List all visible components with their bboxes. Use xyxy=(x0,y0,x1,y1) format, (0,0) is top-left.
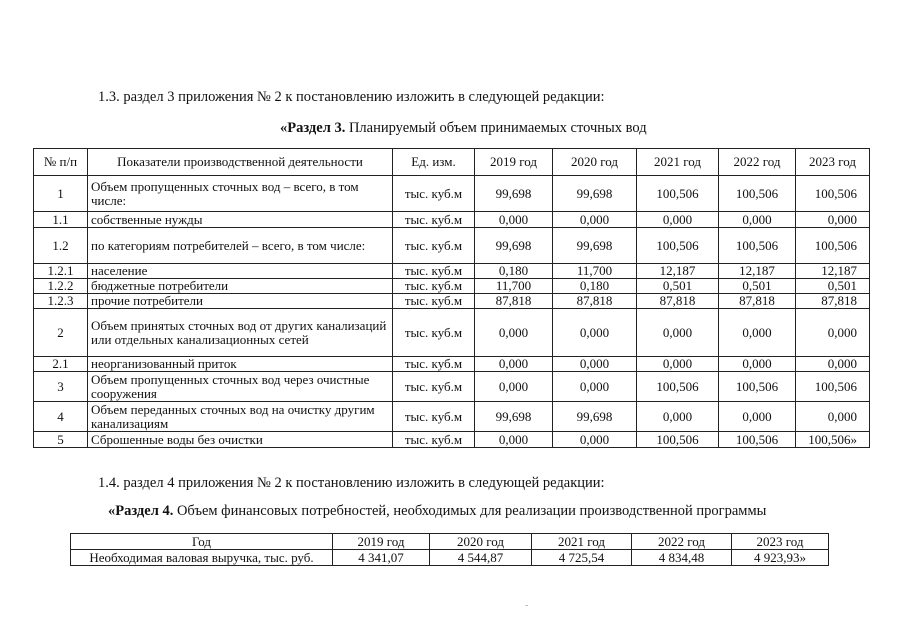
value-cell: 99,698 xyxy=(553,176,637,212)
value-cell: 99,698 xyxy=(553,228,637,264)
value-cell: 0,000 xyxy=(553,432,637,448)
table-row xyxy=(34,176,870,212)
value-cell: 0,501 xyxy=(719,279,796,294)
unit-cell: тыс. куб.м xyxy=(393,264,475,279)
value-cell: 0,000 xyxy=(796,309,870,357)
indicator-cell: прочие потребители xyxy=(88,294,393,309)
table-row xyxy=(34,432,870,448)
value-cell: 87,818 xyxy=(475,294,553,309)
value-cell: 0,000 xyxy=(719,212,796,228)
table-cell: 4 923,93» xyxy=(732,550,829,566)
indicator-cell: Объем принятых сточных вод от других канализаций или отдельных канализационных сетей xyxy=(88,309,393,357)
value-cell: 87,818 xyxy=(553,294,637,309)
header-cell: 2020 год xyxy=(553,149,637,176)
table-row xyxy=(71,550,829,566)
table-row xyxy=(34,357,870,372)
section4-title-bold: «Раздел 4. xyxy=(108,503,174,519)
section4-table xyxy=(70,533,829,566)
table-cell: 4 544,87 xyxy=(430,550,532,566)
value-cell: 99,698 xyxy=(475,228,553,264)
value-cell: 100,506 xyxy=(637,432,719,448)
value-cell: 12,187 xyxy=(637,264,719,279)
header-cell: 2020 год xyxy=(430,534,532,550)
unit-cell: тыс. куб.м xyxy=(393,176,475,212)
indicator-cell: Объем переданных сточных вод на очистку другим канализациям xyxy=(88,402,393,432)
row-number-cell: 1.1 xyxy=(34,212,88,228)
value-cell: 0,000 xyxy=(475,432,553,448)
row-number-cell: 1.2.3 xyxy=(34,294,88,309)
value-cell: 100,506 xyxy=(719,372,796,402)
table-row xyxy=(34,294,870,309)
unit-cell: тыс. куб.м xyxy=(393,212,475,228)
row-number-cell: 2.1 xyxy=(34,357,88,372)
value-cell: 99,698 xyxy=(475,402,553,432)
scan-speck: - xyxy=(525,600,529,611)
header-cell: 2021 год xyxy=(532,534,632,550)
unit-cell: тыс. куб.м xyxy=(393,309,475,357)
value-cell: 0,501 xyxy=(796,279,870,294)
value-cell: 99,698 xyxy=(553,402,637,432)
value-cell: 11,700 xyxy=(553,264,637,279)
row-number-cell: 4 xyxy=(34,402,88,432)
value-cell: 12,187 xyxy=(796,264,870,279)
section3-title-rest: Планируемый объем принимаемых сточных вод xyxy=(345,120,647,136)
header-cell: 2021 год xyxy=(637,149,719,176)
section4-title-rest: Объем финансовых потребностей, необходимых для реализации производственной программы xyxy=(173,503,767,519)
value-cell: 0,180 xyxy=(553,279,637,294)
value-cell: 87,818 xyxy=(719,294,796,309)
header-cell: 2019 год xyxy=(475,149,553,176)
table-cell: 4 341,07 xyxy=(333,550,430,566)
value-cell: 100,506 xyxy=(796,228,870,264)
header-cell: 2022 год xyxy=(719,149,796,176)
table-row xyxy=(34,279,870,294)
header-cell: 2022 год xyxy=(632,534,732,550)
row-number-cell: 1.2 xyxy=(34,228,88,264)
header-cell: 2023 год xyxy=(732,534,829,550)
header-cell: Показатели производственной деятельности xyxy=(88,149,393,176)
row-number-cell: 1.2.1 xyxy=(34,264,88,279)
unit-cell: тыс. куб.м xyxy=(393,402,475,432)
value-cell: 0,000 xyxy=(475,309,553,357)
value-cell: 0,000 xyxy=(796,402,870,432)
value-cell: 0,000 xyxy=(475,212,553,228)
value-cell: 100,506 xyxy=(637,228,719,264)
section3-title xyxy=(280,120,647,137)
value-cell: 100,506» xyxy=(796,432,870,448)
section4-intro: 1.4. раздел 4 приложения № 2 к постановлению изложить в следующей редакции: xyxy=(98,475,605,491)
header-cell: Год xyxy=(71,534,333,550)
indicator-cell: Объем пропущенных сточных вод через очистные сооружения xyxy=(88,372,393,402)
value-cell: 100,506 xyxy=(796,372,870,402)
row-number-cell: 1 xyxy=(34,176,88,212)
value-cell: 0,000 xyxy=(637,309,719,357)
header-cell: Ед. изм. xyxy=(393,149,475,176)
value-cell: 87,818 xyxy=(796,294,870,309)
section4-title xyxy=(108,503,766,520)
section3-title-bold: «Раздел 3. xyxy=(280,120,346,136)
value-cell: 0,000 xyxy=(553,372,637,402)
value-cell: 0,000 xyxy=(553,309,637,357)
unit-cell: тыс. куб.м xyxy=(393,372,475,402)
header-cell: 2019 год xyxy=(333,534,430,550)
indicator-cell: по категориям потребителей – всего, в том числе: xyxy=(88,228,393,264)
unit-cell: тыс. куб.м xyxy=(393,357,475,372)
header-cell: № п/п xyxy=(34,149,88,176)
value-cell: 87,818 xyxy=(637,294,719,309)
value-cell: 0,000 xyxy=(637,212,719,228)
value-cell: 100,506 xyxy=(719,432,796,448)
row-number-cell: 2 xyxy=(34,309,88,357)
table-row xyxy=(34,264,870,279)
value-cell: 11,700 xyxy=(475,279,553,294)
indicator-cell: собственные нужды xyxy=(88,212,393,228)
table-cell: 4 834,48 xyxy=(632,550,732,566)
section3-intro: 1.3. раздел 3 приложения № 2 к постановлению изложить в следующей редакции: xyxy=(98,89,605,105)
value-cell: 0,000 xyxy=(637,402,719,432)
indicator-cell: бюджетные потребители xyxy=(88,279,393,294)
value-cell: 0,000 xyxy=(553,357,637,372)
value-cell: 0,000 xyxy=(475,357,553,372)
table-row xyxy=(34,402,870,432)
unit-cell: тыс. куб.м xyxy=(393,228,475,264)
value-cell: 0,000 xyxy=(637,357,719,372)
indicator-cell: Объем пропущенных сточных вод – всего, в том числе: xyxy=(88,176,393,212)
value-cell: 0,501 xyxy=(637,279,719,294)
value-cell: 100,506 xyxy=(796,176,870,212)
indicator-cell: Сброшенные воды без очистки xyxy=(88,432,393,448)
value-cell: 0,000 xyxy=(719,402,796,432)
table-row xyxy=(34,228,870,264)
section3-table-header xyxy=(34,149,870,176)
table-row xyxy=(34,309,870,357)
table-cell: 4 725,54 xyxy=(532,550,632,566)
value-cell: 100,506 xyxy=(719,228,796,264)
unit-cell: тыс. куб.м xyxy=(393,432,475,448)
value-cell: 0,000 xyxy=(475,372,553,402)
row-number-cell: 5 xyxy=(34,432,88,448)
value-cell: 0,000 xyxy=(796,212,870,228)
row-number-cell: 3 xyxy=(34,372,88,402)
table-cell: Необходимая валовая выручка, тыс. руб. xyxy=(71,550,333,566)
value-cell: 0,000 xyxy=(719,357,796,372)
section3-table xyxy=(33,148,870,448)
value-cell: 0,180 xyxy=(475,264,553,279)
unit-cell: тыс. куб.м xyxy=(393,294,475,309)
indicator-cell: неорганизованный приток xyxy=(88,357,393,372)
unit-cell: тыс. куб.м xyxy=(393,279,475,294)
table-row xyxy=(34,372,870,402)
table-row xyxy=(34,212,870,228)
value-cell: 100,506 xyxy=(719,176,796,212)
value-cell: 100,506 xyxy=(637,372,719,402)
value-cell: 12,187 xyxy=(719,264,796,279)
section4-table-header xyxy=(71,534,829,550)
value-cell: 99,698 xyxy=(475,176,553,212)
value-cell: 0,000 xyxy=(553,212,637,228)
value-cell: 0,000 xyxy=(719,309,796,357)
indicator-cell: население xyxy=(88,264,393,279)
header-cell: 2023 год xyxy=(796,149,870,176)
value-cell: 0,000 xyxy=(796,357,870,372)
row-number-cell: 1.2.2 xyxy=(34,279,88,294)
value-cell: 100,506 xyxy=(637,176,719,212)
